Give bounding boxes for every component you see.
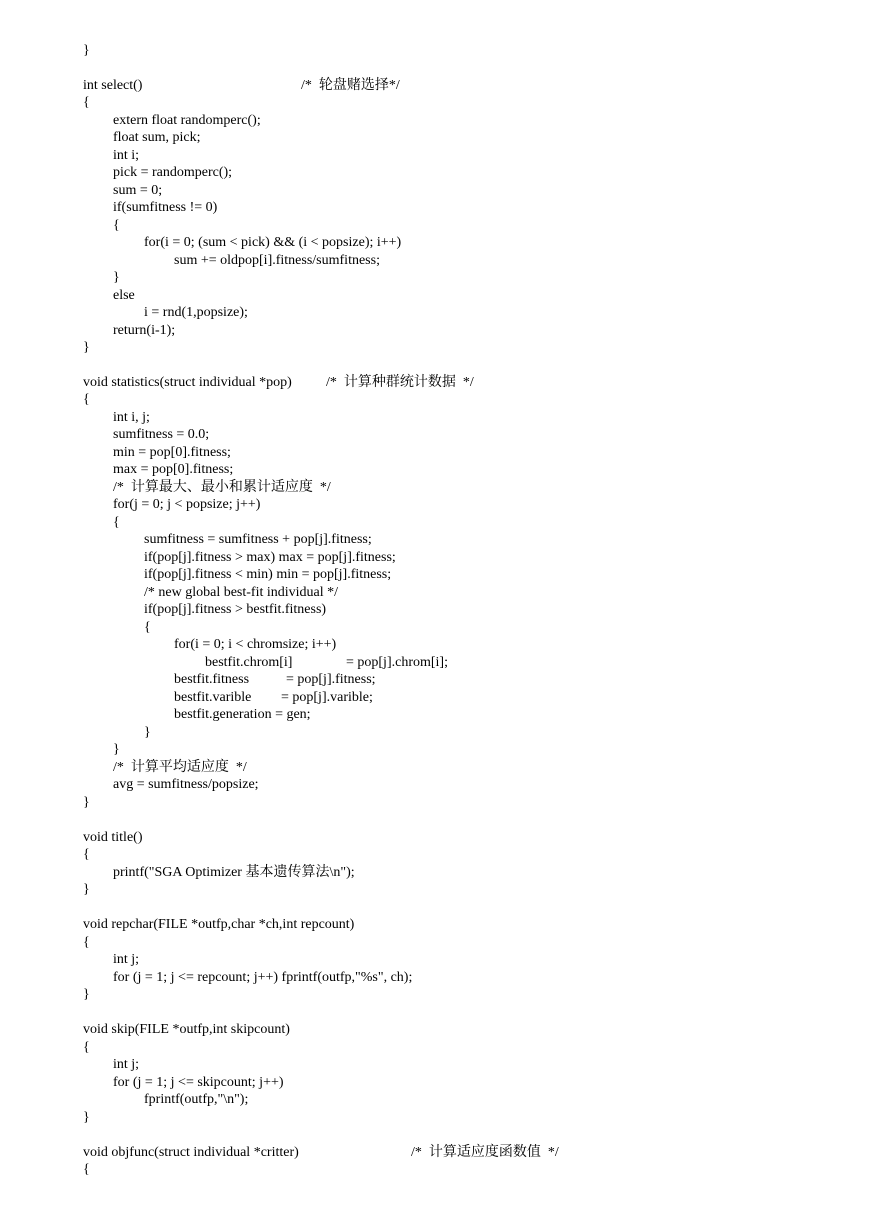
code-line: } [144, 725, 151, 740]
code-line: { [113, 515, 120, 530]
code-line: { [83, 1162, 90, 1177]
code-line: { [113, 218, 120, 233]
code-line: { [83, 95, 90, 110]
code-line: printf("SGA Optimizer 基本遗传算法\n"); [113, 865, 355, 880]
code-line: for (j = 1; j <= repcount; j++) fprintf(outfp,"%s", ch); [113, 970, 413, 985]
code-comment: /* 计算平均适应度 */ [113, 760, 247, 775]
code-line: int i, j; [113, 410, 150, 425]
code-line: void skip(FILE *outfp,int skipcount) [83, 1022, 290, 1037]
code-comment: /* 计算种群统计数据 */ [326, 375, 474, 390]
code-comment: /* 轮盘赌选择*/ [301, 78, 400, 93]
code-line: } [83, 882, 90, 897]
code-line: else [113, 288, 135, 303]
code-line: for (j = 1; j <= skipcount; j++) [113, 1075, 284, 1090]
code-line: void repchar(FILE *outfp,char *ch,int repcount) [83, 917, 355, 932]
code-line: sum += oldpop[i].fitness/sumfitness; [174, 253, 380, 268]
code-line: } [83, 43, 90, 58]
code-line: sumfitness = 0.0; [113, 427, 210, 442]
code-line: max = pop[0].fitness; [113, 462, 234, 477]
code-line: } [83, 1110, 90, 1125]
code-line: { [83, 935, 90, 950]
code-comment: /* new global best-fit individual */ [144, 585, 339, 600]
code-line: void statistics(struct individual *pop) [83, 375, 292, 390]
code-line: = pop[j].chrom[i]; [346, 655, 448, 670]
code-line: for(i = 0; i < chromsize; i++) [174, 637, 337, 652]
code-line: void title() [83, 830, 143, 845]
code-line: float sum, pick; [113, 130, 201, 145]
code-line: for(i = 0; (sum < pick) && (i < popsize); i++) [144, 235, 402, 250]
code-line: fprintf(outfp,"\n"); [144, 1092, 249, 1107]
code-line: { [144, 620, 151, 635]
code-line: i = rnd(1,popsize); [144, 305, 248, 320]
code-line: for(j = 0; j < popsize; j++) [113, 497, 261, 512]
code-line: extern float randomperc(); [113, 113, 261, 128]
code-line: { [83, 1040, 90, 1055]
code-line: void objfunc(struct individual *critter) [83, 1145, 299, 1160]
code-line: } [113, 270, 120, 285]
code-line: sum = 0; [113, 183, 163, 198]
code-line: } [83, 987, 90, 1002]
code-line: int j; [113, 952, 140, 967]
code-line: if(pop[j].fitness < min) min = pop[j].fitness; [144, 567, 392, 582]
code-comment: /* 计算适应度函数值 */ [411, 1145, 559, 1160]
code-line: pick = randomperc(); [113, 165, 233, 180]
code-line: avg = sumfitness/popsize; [113, 777, 259, 792]
code-line: min = pop[0].fitness; [113, 445, 231, 460]
code-line: int i; [113, 148, 140, 163]
code-line: return(i-1); [113, 323, 176, 338]
code-line: bestfit.varible [174, 690, 252, 705]
code-line: bestfit.generation = gen; [174, 707, 311, 722]
code-line: bestfit.chrom[i] [205, 655, 293, 670]
code-line: } [83, 795, 90, 810]
code-line: { [83, 847, 90, 862]
code-comment: /* 计算最大、最小和累计适应度 */ [113, 480, 331, 495]
code-line: = pop[j].fitness; [286, 672, 376, 687]
code-line: } [113, 742, 120, 757]
code-line: } [83, 340, 90, 355]
code-line: if(sumfitness != 0) [113, 200, 218, 215]
code-line: if(pop[j].fitness > max) max = pop[j].fitness; [144, 550, 396, 565]
code-line: bestfit.fitness [174, 672, 250, 687]
code-line: int j; [113, 1057, 140, 1072]
code-line: if(pop[j].fitness > bestfit.fitness) [144, 602, 327, 617]
code-line: sumfitness = sumfitness + pop[j].fitness; [144, 532, 372, 547]
code-line: = pop[j].varible; [281, 690, 373, 705]
code-line: { [83, 392, 90, 407]
code-line: int select() [83, 78, 143, 93]
